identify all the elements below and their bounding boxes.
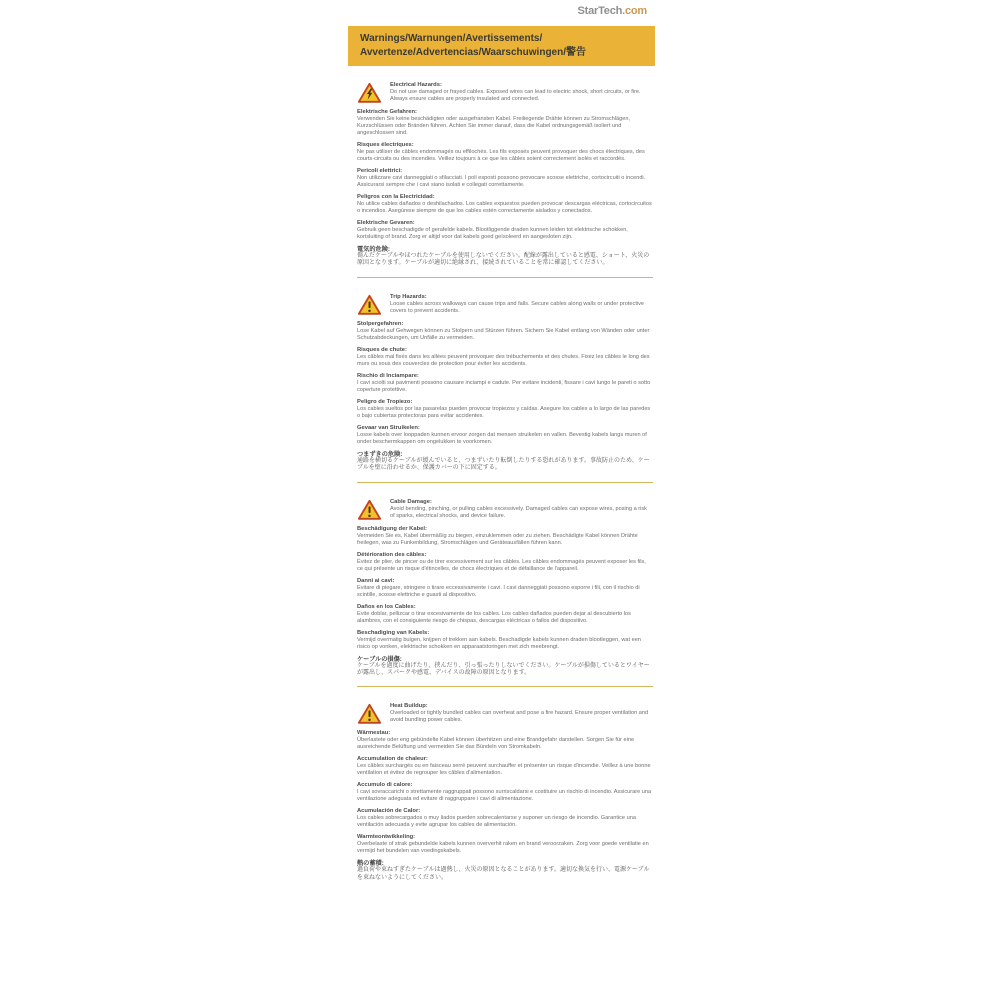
warning-sections <box>348 82 655 882</box>
cable-damage-warning-triangle-icon <box>357 499 382 521</box>
translation-body: Overbelaste of strak gebundelde kabels kunnen oververhit raken en brand veroorzaken. Zorg voor goede ventilatie en vermijd het bundelen van voedingskabels. <box>357 841 649 855</box>
translation-block <box>357 782 653 803</box>
translation-body: No utilice cables dañados o deshilachados. Los cables expuestos pueden provocar descargas eléctricas, cortocircuitos o incendios. Asegúrese siempre de que los cables estén correctamente aislados y conectados. <box>357 201 652 214</box>
translation-body: 通路を横切るケーブルが緩んでいると、つまずいたり転倒したりする恐れがあります。事故防止のため、ケーブルを壁に沿わせるか、保護カバーの下に固定する。 <box>357 457 650 472</box>
section-header-text <box>390 499 653 520</box>
translation-body: Gebruik geen beschadigde of gerafelde kabels. Blootliggende draden kunnen leiden tot elektrische schokken, kortsluiting of brand. Zorg er altijd voor dat kabels goed geïsoleerd en aangesloten zijn. <box>357 227 628 240</box>
translation-block <box>357 656 653 678</box>
translation-block <box>357 578 653 599</box>
translation-body: Les câbles surchargés ou en faisceau serré peuvent surchauffer et présenter un risque d'incendie. Veillez à une bonne ventilation et évitez de regrouper les câbles d'alimentation. <box>357 763 651 777</box>
translation-block <box>357 630 653 651</box>
banner-line-2: Avvertenze/Advertencias/Waarschuwingen/警告 <box>360 46 586 58</box>
section-body: Loose cables across walkways can cause trips and falls. Secure cables along walls or under protective covers to prevent accidents. <box>390 300 645 314</box>
translation-block <box>357 808 653 829</box>
translation-heading: 電気的危険: <box>357 246 390 253</box>
translation-heading: Elektrische Gevaren: <box>357 220 415 226</box>
translation-heading: Accumulo di calore: <box>357 782 413 789</box>
translation-body: 傷んだケーブルやほつれたケーブルを使用しないでください。配線が露出していると感電、ショート、火災の原因となります。ケーブルが適切に絶縁され、接続されていることを常に確認してください。 <box>357 253 650 267</box>
section-header-text <box>390 703 653 724</box>
translation-heading: Beschädigung der Kabel: <box>357 525 427 532</box>
translation-block <box>357 756 653 777</box>
translation-body: ケーブルを過度に曲げたり、挟んだり、引っ張ったりしないでください。ケーブルが損傷しているとワイヤーが露出し、スパークや感電、デバイスの故障の原因となります。 <box>357 662 650 677</box>
translation-block <box>357 399 653 420</box>
translation-heading: Stolpergefahren: <box>357 320 404 327</box>
startech-logo-suffix: .com <box>622 5 647 17</box>
translation-body: Losse kabels over looppaden kunnen ervoor zorgen dat mensen struikelen en vallen. Bevestig kabels langs muren of onder beschermkappen om ongelukken te voorkomen. <box>357 431 647 445</box>
section-electrical-hazards <box>357 82 653 278</box>
translation-heading: Risques de chute: <box>357 346 407 353</box>
translation-block <box>357 168 653 189</box>
translation-heading: Pericoli elettrici: <box>357 168 403 174</box>
banner-line-1: Warnings/Warnungen/Avertissements/ <box>360 33 543 44</box>
translation-block <box>357 142 653 163</box>
translation-heading: Beschadiging van Kabels: <box>357 629 430 636</box>
translation-body: Lose Kabel auf Gehwegen können zu Stolpern und Stürzen führen. Sichern Sie Kabel entlang von Wänden oder unter Schutzabdeckungen, um Unfälle zu vermeiden. <box>357 327 650 341</box>
section-header-text <box>390 82 653 103</box>
section-title: Trip Hazards: <box>390 293 427 300</box>
section-title: Electrical Hazards: <box>390 82 442 88</box>
startech-logo-brand: StarTech <box>577 5 623 17</box>
startech-logo <box>348 5 647 17</box>
translation-heading: Gevaar van Struikelen: <box>357 424 420 431</box>
translation-heading: Acumulación de Calor: <box>357 808 421 815</box>
section-heat-buildup <box>357 703 653 882</box>
translation-heading: Accumulation de chaleur: <box>357 756 428 763</box>
translation-block <box>357 552 653 573</box>
heat-buildup-warning-triangle-icon <box>357 703 382 725</box>
translation-heading: Warmteontwikkeling: <box>357 834 416 841</box>
section-header-text <box>390 294 653 315</box>
translation-body: Vermijd overmatig buigen, knijpen of trekken aan kabels. Beschadigde kabels kunnen draden blootleggen, wat een risico op vonken, elektrische schokken en apparaatstoringen met zich meebrengt. <box>357 636 641 650</box>
section-divider <box>357 277 653 278</box>
translation-block <box>357 730 653 751</box>
translation-heading: つまずきの危険: <box>357 450 403 458</box>
warnings-document <box>348 0 655 882</box>
electrical-hazard-warning-triangle-icon <box>357 82 382 104</box>
translation-body: Evite doblar, pellizcar o tirar excesivamente de los cables. Los cables dañados pueden dejar al descubierto los alambres, con el consiguiente riesgo de chispas, descargas eléctricas o fallos del dispositivo. <box>357 610 631 624</box>
translation-block <box>357 425 653 446</box>
translation-heading: ケーブルの損傷: <box>357 655 402 663</box>
translation-block <box>357 220 653 241</box>
translation-heading: Elektrische Gefahren: <box>357 109 417 115</box>
section-header <box>357 703 653 725</box>
translation-heading: Détérioration des câbles: <box>357 551 427 558</box>
translation-body: Ne pas utiliser de câbles endommagés ou effilochés. Les fils exposés peuvent provoquer des chocs électriques, des courts-circuits ou des incendies. Veillez toujours à ce que les câbles soient correctement isolés et raccordés. <box>357 149 645 162</box>
translation-heading: 熱の蓄積: <box>357 860 384 868</box>
section-divider <box>357 482 653 483</box>
section-cable-damage <box>357 499 653 688</box>
translation-heading: Daños en los Cables: <box>357 603 416 610</box>
translation-heading: Danni ai cavi: <box>357 577 395 584</box>
translation-body: Les câbles mal fixés dans les allées peuvent provoquer des trébuchements et des chutes. Fixez les câbles le long des murs ou sous des couvercles de protection pour éviter les accidents. <box>357 353 650 367</box>
translation-heading: Rischio di Inciampare: <box>357 372 419 379</box>
translation-body: I cavi sciolti sui pavimenti possono causare inciampi e cadute. Per evitare incidenti, fissare i cavi lungo le pareti o sotto coperture protettive. <box>357 379 651 393</box>
translation-heading: Peligro de Tropiezo: <box>357 398 413 405</box>
section-body: Avoid bending, pinching, or pulling cables excessively. Damaged cables can expose wires, posing a risk of sparks, electrical shocks, and device failure. <box>390 505 647 519</box>
translation-body: Non utilizzare cavi danneggiati o sfilacciati. I poli esposti possono provocare scosse elettriche, cortocircuiti o incendi. Assicurarsi sempre che i cavi siano isolati e collegati correttamente. <box>357 175 646 188</box>
section-header <box>357 82 653 104</box>
section-trip-hazards <box>357 294 653 483</box>
translation-block <box>357 834 653 855</box>
translation-body: Los cables sueltos por las pasarelas pueden provocar tropiezos y caídas. Asegure los cables a lo largo de las paredes o bajo cubiertas protectoras para evitar accidentes. <box>357 405 651 419</box>
translation-block <box>357 109 653 137</box>
section-body: Do not use damaged or frayed cables. Exposed wires can lead to electric shock, short circuits, or fire. Always ensure cables are properly insulated and connected. <box>390 89 641 102</box>
translation-block <box>357 526 653 547</box>
section-header <box>357 294 653 316</box>
translation-body: I cavi sovraccarichi o strettamente raggruppati possono surriscaldarsi e costituire un rischio di incendio. Assicurare una ventilazione adeguata ed evitare di raggruppare i cavi di alimentazione. <box>357 789 652 803</box>
section-title: Cable Damage: <box>390 498 432 505</box>
translation-block <box>357 347 653 368</box>
translation-body: Los cables sobrecargados o muy liados pueden sobrecalentarse y suponer un riesgo de incendio. Garantice una ventilación adecuada y evite agrupar los cables de alimentación. <box>357 815 636 829</box>
translation-block <box>357 604 653 625</box>
section-divider <box>357 686 653 687</box>
trip-hazard-warning-triangle-icon <box>357 294 382 316</box>
translation-body: Évitez de plier, de pincer ou de tirer excessivement sur les câbles. Les câbles endommagés peuvent exposer les fils, ce qui présente un risque d'étincelles, de chocs électriques et de défaillance de l'appareil. <box>357 558 646 572</box>
translation-block <box>357 246 653 268</box>
translation-body: Verwenden Sie keine beschädigten oder ausgefransten Kabel. Freiliegende Drähte können zu Stromschlägen, Kurzschlüssen oder Bränden führen. Achten Sie immer darauf, dass die Kabel ordnungsgemäß isoliert und angeschlossen sind. <box>357 116 631 136</box>
section-header <box>357 499 653 521</box>
translation-body: Vermeiden Sie es, Kabel übermäßig zu biegen, einzuklemmen oder zu ziehen. Beschädigte Kabel können Drähte freilegen, was zu Funkenbildung, Stromschlägen und Geräteausfällen führen kann. <box>357 532 638 546</box>
translation-body: Evitare di piegare, stringere o tirare eccessivamente i cavi. I cavi danneggiati possono esporre i fili, con il rischio di scintille, scosse elettriche e guasti al dispositivo. <box>357 584 640 598</box>
translation-block <box>357 860 653 882</box>
translation-body: 過負荷や束ねすぎたケーブルは過熱し、火災の原因となることがあります。適切な換気を行い、電源ケーブルを束ねないようにしてください。 <box>357 867 650 881</box>
translation-heading: Peligros con la Electricidad: <box>357 194 435 200</box>
translation-body: Überlastete oder eng gebündelte Kabel können überhitzen und eine Brandgefahr darstellen. Sorgen Sie für eine ausreichende Belüftung und vermeiden Sie das Bündeln von Stromkabeln. <box>357 737 635 751</box>
translation-block <box>357 194 653 215</box>
section-body: Overloaded or tightly bundled cables can overheat and pose a fire hazard. Ensure proper ventilation and avoid bundling power cables. <box>390 710 649 724</box>
translation-heading: Wärmestau: <box>357 730 391 737</box>
translation-block <box>357 373 653 394</box>
translation-block <box>357 451 653 473</box>
section-title: Heat Buildup: <box>390 703 428 710</box>
warnings-banner <box>348 26 655 66</box>
translation-heading: Risques électriques: <box>357 142 414 148</box>
translation-block <box>357 321 653 342</box>
